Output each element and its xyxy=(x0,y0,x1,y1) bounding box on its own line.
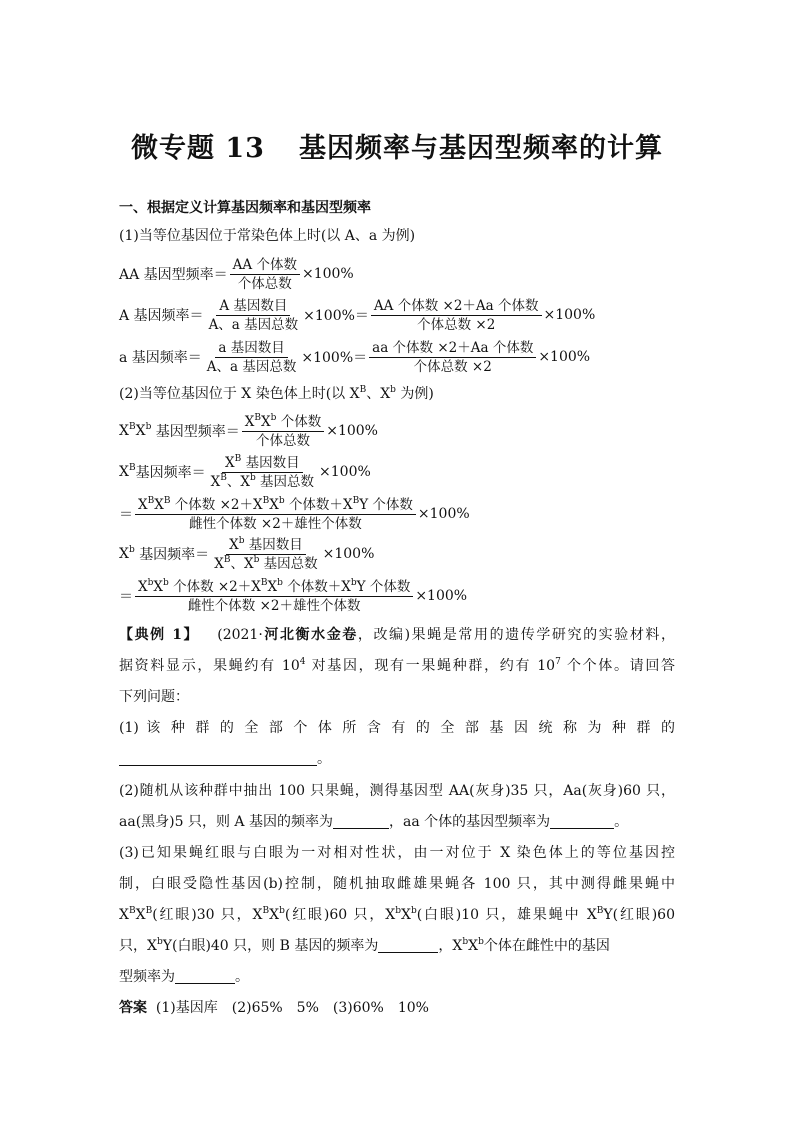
answer-blank[interactable] xyxy=(175,967,235,984)
question-3-line-4: 只，$X^bY$(白眼)40 只，则 B 基因的频率为 ，$X^bX^b$个体在雌性中的基因 xyxy=(119,937,610,954)
fraction: $\frac{\text{AA 个体数 ×2＋Aa 个体数}}{\text{个体总数 ×2}}$ xyxy=(371,297,542,334)
answer-label: 答案 xyxy=(119,1000,147,1016)
case2-intro: (2)当等位基因位于 X 染色体上时(以 $X^B$、$X^b$ 为例) xyxy=(119,385,434,402)
example-line-1: 【典例 1】 (2021·河北衡水金卷，改编)果蝇是常用的遗传学研究的实验材料， xyxy=(119,627,676,643)
formula-a-frequency: a 基因频率＝ $\frac{\text{a 基因数目}}{\text{A、a 基因总数}}$ ×100%＝ $\frac{\text{aa 个体数 ×2＋Aa 个体数}}{\text{个体总数 ×2}}$ ×100% xyxy=(119,339,591,375)
title-main: 基因频率与基因型频率的计算 xyxy=(298,133,663,164)
fraction: $\frac{X^B 基因数目}{X^B、X^b 基因总数}$ xyxy=(210,453,315,490)
question-3-line-3: $X^BX^B$(红眼)30 只，$X^BX^b$(红眼)60 只，$X^bX^b$(白眼)10 只，雄果蝇中 $X^BY$(红眼)60 xyxy=(119,906,675,923)
fraction: $\frac{X^BX^b 个体数}{\text{个体总数}}$ xyxy=(242,413,324,450)
formula-label: AA 基因型频率＝ xyxy=(119,267,228,283)
question-2-line-2: aa(黑身)5 只，则 A 基因的频率为 ，aa 个体的基因型频率为 。 xyxy=(119,814,629,830)
example-tag: 【典例 1】 xyxy=(119,627,200,643)
fraction: $\frac{\text{a 基因数目}}{\text{A、a 基因总数}}$ xyxy=(206,339,297,375)
question-2-line-1: (2)随机从该种群中抽出 100 只果蝇，测得基因型 AA(灰身)35 只，Aa(灰身)60 只， xyxy=(119,783,675,799)
answer-blank[interactable] xyxy=(119,749,317,766)
example-line-3: 下列问题： xyxy=(119,689,189,705)
title-prefix: 微专题 13 xyxy=(131,133,265,164)
fraction: $\frac{\text{AA 个体数}}{\text{个体总数}}$ xyxy=(230,256,300,293)
question-3-line-2: 制，白眼受隐性基因(b)控制，随机抽取雌雄果蝇各 100 只，其中测得雌果蝇中 xyxy=(119,876,675,892)
formula-XBXb-genotype: $X^BX^b$ 基因型频率＝ $\frac{X^BX^b 个体数}{\text{个体总数}}$ ×100% xyxy=(119,412,378,449)
fraction: $\frac{\text{aa 个体数 ×2＋Aa 个体数}}{\text{个体总数 ×2}}$ xyxy=(369,339,536,376)
fraction: $\frac{\text{A 基因数目}}{\text{A、a 基因总数}}$ xyxy=(208,297,299,333)
fraction: $\frac{X^bX^b 个体数 \times 2+X^BX^b 个体数+X^bY 个体数}{\text{雌性个体数 ×2＋雄性个体数}}$ xyxy=(135,578,413,615)
question-3-line-1: (3)已知果蝇红眼与白眼为一对相对性状，由一对位于 X 染色体上的等位基因控 xyxy=(119,845,675,861)
formula-Xb-frequency: $X^b$ 基因频率＝ $\frac{X^b 基因数目}{X^B、X^b 基因总数}$ ×100% xyxy=(119,535,375,572)
fraction: $\frac{X^BX^B 个体数 \times 2+X^BX^b 个体数+X^BY 个体数}{\text{雌性个体数 ×2＋雄性个体数}}$ xyxy=(135,496,416,533)
answer-line xyxy=(119,993,675,1024)
page-title xyxy=(0,126,794,165)
formula-Xb-expanded: ＝ $\frac{X^bX^b 个体数 \times 2+X^BX^b 个体数+X^bY 个体数}{\text{雌性个体数 ×2＋雄性个体数}}$ ×100% xyxy=(119,577,468,614)
case1-intro: (1)当等位基因位于常染色体上时(以 A、a 为例) xyxy=(119,228,416,244)
formula-AA-genotype: AA 基因型频率＝ $\frac{\text{AA 个体数}}{\text{个体总数}}$ ×100% xyxy=(119,256,354,292)
answer-blank[interactable] xyxy=(333,812,389,829)
question-1-blank-line: 。 xyxy=(119,744,675,775)
answer-text: (1)基因库 (2)65% 5% (3)60% 10% xyxy=(155,1000,429,1016)
fraction: $\frac{X^b 基因数目}{X^B、X^b 基因总数}$ xyxy=(214,535,318,572)
question-1: (1) 该 种 群 的 全 部 个 体 所 含 有 的 全 部 基 因 统 称 为 种 群 的 xyxy=(119,720,675,736)
formula-A-frequency: A 基因频率＝ $\frac{\text{A 基因数目}}{\text{A、a 基因总数}}$ ×100%＝ $\frac{\text{AA 个体数 ×2＋Aa 个体数}}{\text{个体总数 ×2}}$ ×100% xyxy=(119,297,596,333)
question-3-line-5: 型频率为 。 xyxy=(119,969,249,985)
example-line-2: 据资料显示，果蝇约有 $10^4$ 对基因，现有一果蝇种群，约有 $10^7$ 个个体。请回答 xyxy=(119,657,676,674)
formula-label: A 基因频率＝ xyxy=(119,308,204,324)
answer-blank[interactable] xyxy=(378,936,438,953)
formula-XB-expanded: ＝ $\frac{X^BX^B 个体数 \times 2+X^BX^b 个体数+X^BY 个体数}{\text{雌性个体数 ×2＋雄性个体数}}$ ×100% xyxy=(119,495,470,532)
formula-XB-frequency: $X^B$ 基因频率＝ $\frac{X^B 基因数目}{X^B、X^b 基因总数}$ ×100% xyxy=(119,453,371,490)
section-heading: 一、根据定义计算基因频率和基因型频率 xyxy=(119,200,371,216)
answer-blank[interactable] xyxy=(550,812,614,829)
formula-label: a 基因频率＝ xyxy=(119,350,202,366)
